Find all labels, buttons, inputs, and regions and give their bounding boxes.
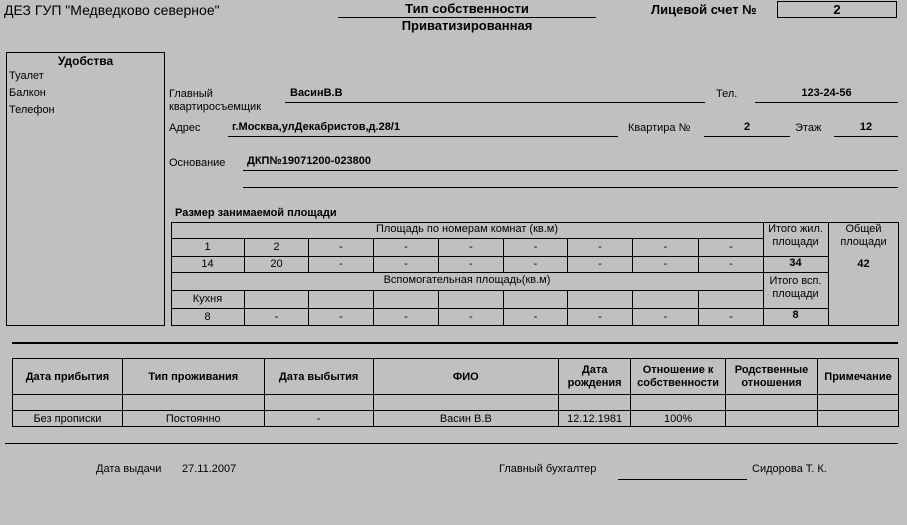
resident-birthdate: 12.12.1981 (559, 411, 631, 427)
room-number: - (632, 239, 698, 256)
resident-type: Постоянно (122, 411, 264, 427)
empty-cell (818, 395, 899, 411)
basis-underline-2 (243, 187, 898, 188)
aux-name (632, 291, 698, 308)
aux-name (373, 291, 438, 308)
resident-relation (726, 411, 818, 427)
aux-name (698, 291, 763, 308)
ownership-title: Тип собственности (405, 1, 529, 16)
room-number: - (567, 239, 632, 256)
room-area: 20 (244, 257, 308, 272)
amenity-item: Туалет (9, 70, 44, 82)
aux-name (244, 291, 308, 308)
aux-area: - (373, 309, 438, 326)
room-area: - (503, 257, 567, 272)
aux-total-label: Итого всп. площади (769, 275, 822, 300)
amenities-box (6, 52, 165, 326)
col-header: Отношение к собственности (631, 359, 726, 395)
accountant-name: Сидорова Т. К. (752, 463, 827, 475)
basis-underline (243, 170, 898, 171)
empty-cell (631, 395, 726, 411)
account-label: Лицевой счет № (651, 2, 757, 17)
empty-cell (264, 395, 373, 411)
col-header: Дата выбытия (264, 359, 373, 395)
resident-departure: - (264, 411, 373, 427)
room-number: 2 (244, 239, 308, 256)
area-line (171, 272, 828, 273)
section-separator (12, 342, 898, 344)
col-header: Дата прибытия (13, 359, 123, 395)
area-title: Размер занимаемой площади (175, 207, 337, 219)
col-header: Тип проживания (122, 359, 264, 395)
aux-area: 8 (204, 311, 211, 323)
signature-line (618, 479, 747, 480)
room-area: - (698, 257, 763, 272)
account-value: 2 (777, 1, 897, 18)
aux-area: - (567, 309, 632, 326)
room-number: - (698, 239, 763, 256)
phone-underline (755, 102, 898, 103)
org-name: ДЕЗ ГУП "Медведково северное" (4, 2, 220, 18)
total-area-label: Общей площади (840, 223, 887, 248)
address-underline (228, 136, 618, 137)
room-number: - (308, 239, 373, 256)
basis-label: Основание (169, 157, 226, 169)
address-value: г.Москва,улДекабристов,д.28/1 (232, 121, 400, 133)
room-area: - (308, 257, 373, 272)
col-header: Родственные отношения (726, 359, 818, 395)
empty-cell (122, 395, 264, 411)
aux-total: 8 (792, 309, 799, 321)
aux-name (567, 291, 632, 308)
amenity-item: Балкон (9, 87, 46, 99)
aux-area: - (308, 309, 373, 326)
floor-label: Этаж (795, 122, 822, 134)
room-area: - (567, 257, 632, 272)
accountant-label: Главный бухгалтер (499, 463, 597, 475)
empty-cell (726, 395, 818, 411)
room-number: 1 (204, 241, 211, 253)
aux-header: Вспомогательная площадь(кв.м) (383, 274, 551, 286)
floor-underline (834, 136, 898, 137)
aux-name (438, 291, 503, 308)
main-tenant-underline (285, 102, 705, 103)
room-area: 14 (201, 258, 214, 270)
phone-value: 123-24-56 (801, 87, 852, 99)
resident-name: Васин В.В (373, 411, 559, 427)
aux-area: - (503, 309, 567, 326)
apartment-label: Квартира № (628, 122, 691, 134)
col-header: Примечание (818, 359, 899, 395)
apartment-underline (704, 136, 790, 137)
aux-area: - (698, 309, 763, 326)
empty-cell (559, 395, 631, 411)
resident-ownership: 100% (631, 411, 726, 427)
ownership-value: Приватизированная (401, 18, 533, 33)
room-area: - (438, 257, 503, 272)
col-header: ФИО (373, 359, 559, 395)
aux-name: Кухня (192, 293, 223, 305)
amenity-item: Телефон (9, 104, 55, 116)
aux-area: - (438, 309, 503, 326)
main-tenant-value: ВасинВ.В (290, 87, 343, 99)
floor-value: 12 (859, 121, 873, 133)
residents-table (12, 358, 899, 427)
room-number: - (503, 239, 567, 256)
apartment-value: 2 (743, 121, 751, 133)
table-row (13, 411, 899, 427)
rooms-header: Площадь по номерам комнат (кв.м) (375, 223, 559, 235)
col-header: Дата рождения (559, 359, 631, 395)
resident-note (818, 411, 899, 427)
amenities-title: Удобства (57, 54, 114, 68)
basis-value: ДКП№19071200-023800 (247, 155, 372, 167)
footer-separator (5, 443, 898, 444)
address-label: Адрес (169, 122, 201, 134)
empty-cell (13, 395, 123, 411)
room-area: - (632, 257, 698, 272)
phone-label: Тел. (716, 88, 738, 100)
resident-arrival: Без прописки (13, 411, 123, 427)
issue-label: Дата выдачи (96, 463, 162, 475)
total-area: 42 (857, 258, 870, 270)
empty-cell (373, 395, 559, 411)
room-area: - (373, 257, 438, 272)
aux-area: - (244, 309, 308, 326)
room-number: - (373, 239, 438, 256)
living-total: 34 (789, 257, 802, 269)
living-total-label: Итого жил. площади (768, 223, 823, 248)
aux-name (308, 291, 373, 308)
room-number: - (438, 239, 503, 256)
aux-name (503, 291, 567, 308)
issue-date: 27.11.2007 (182, 463, 237, 475)
aux-area: - (632, 309, 698, 326)
main-tenant-label: Главный квартиросъемщик (169, 88, 262, 113)
